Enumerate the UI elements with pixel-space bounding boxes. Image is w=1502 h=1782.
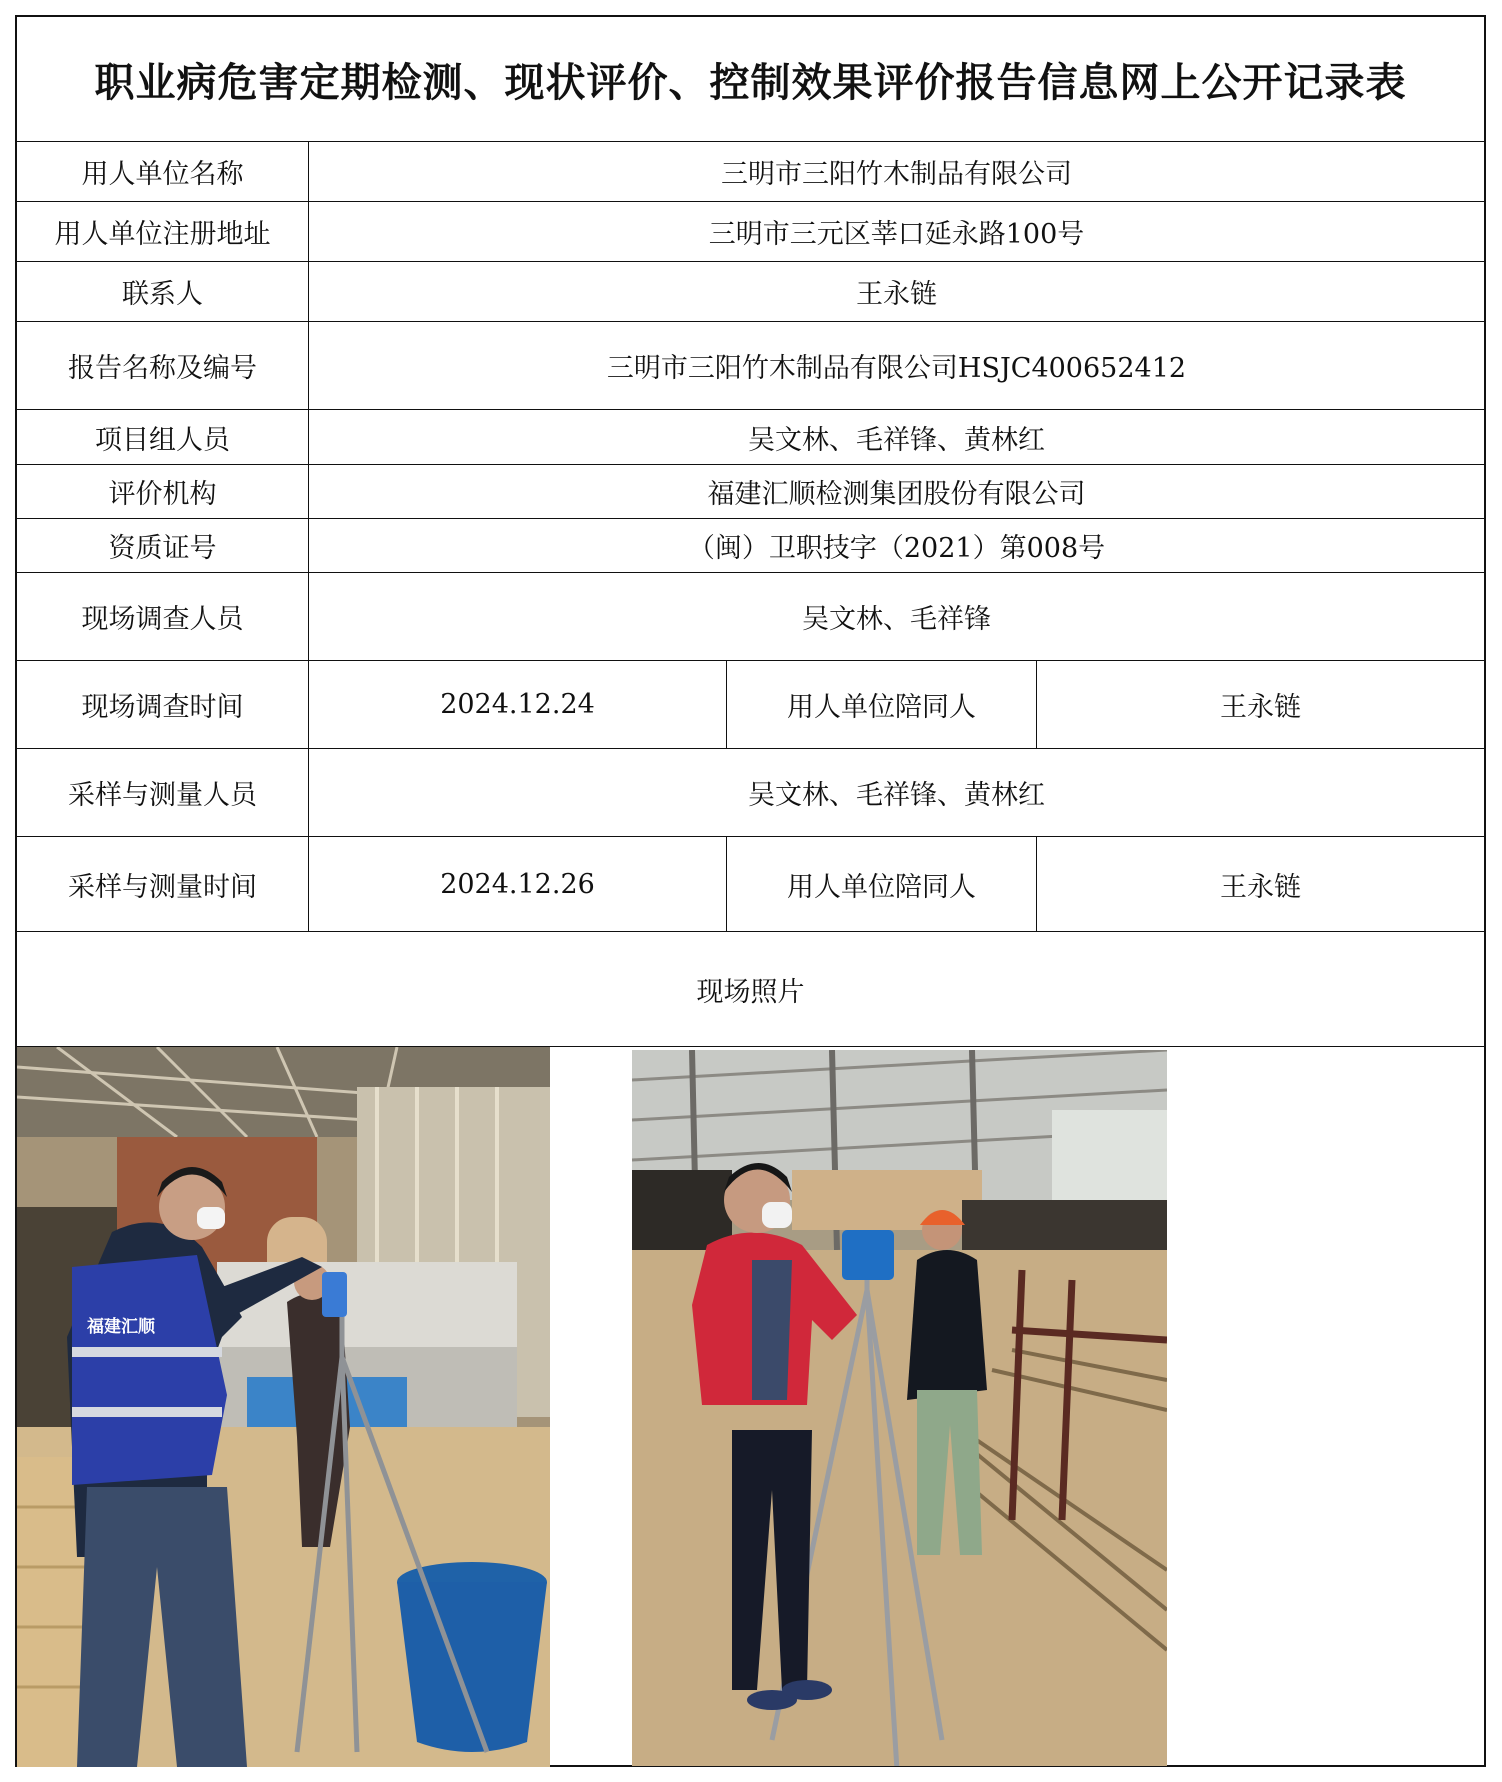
row-survey-time xyxy=(17,661,1484,749)
report-name-label: 报告名称及编号 xyxy=(17,322,309,409)
contact-label: 联系人 xyxy=(17,262,309,321)
site-photo-2-image xyxy=(632,1050,1167,1766)
employer-name-value: 三明市三阳竹木制品有限公司 xyxy=(721,159,1072,190)
row-contact xyxy=(17,262,1484,322)
survey-staff-value: 吴文林、毛祥锋 xyxy=(802,604,991,635)
row-employer-address xyxy=(17,202,1484,262)
survey-staff-label: 现场调查人员 xyxy=(17,573,309,660)
certificate-label: 资质证号 xyxy=(17,519,309,572)
row-survey-staff xyxy=(17,573,1484,661)
employer-address-label: 用人单位注册地址 xyxy=(17,202,309,261)
row-report-name xyxy=(17,322,1484,410)
project-team-label: 项目组人员 xyxy=(17,410,309,464)
photo-area xyxy=(17,1047,1484,1767)
vest-logo-text: 福建汇顺 xyxy=(87,1317,155,1336)
agency-value: 福建汇顺检测集团股份有限公司 xyxy=(707,479,1086,510)
survey-escort-label: 用人单位陪同人 xyxy=(727,661,1037,748)
row-agency xyxy=(17,465,1484,519)
sampling-staff-label: 采样与测量人员 xyxy=(17,749,309,836)
site-photo-2 xyxy=(632,1050,1167,1766)
survey-time-value: 2024.12.24 xyxy=(309,661,727,748)
sampling-escort-label: 用人单位陪同人 xyxy=(727,837,1037,931)
survey-escort-value: 王永链 xyxy=(1220,692,1301,723)
title-row xyxy=(17,17,1484,142)
row-employer-name xyxy=(17,142,1484,202)
site-photo-1 xyxy=(17,1047,550,1767)
employer-name-label: 用人单位名称 xyxy=(17,142,309,201)
sampling-escort-value: 王永链 xyxy=(1220,871,1301,903)
photos-label: 现场照片 xyxy=(696,976,805,1008)
record-table xyxy=(15,15,1486,1767)
sampling-staff-value: 吴文林、毛祥锋、黄林红 xyxy=(748,780,1045,811)
row-certificate xyxy=(17,519,1484,573)
contact-value: 王永链 xyxy=(856,279,937,310)
survey-time-label: 现场调查时间 xyxy=(17,661,309,748)
project-team-value: 吴文林、毛祥锋、黄林红 xyxy=(748,424,1045,456)
employer-address-value: 三明市三元区莘口延永路100号 xyxy=(708,219,1085,250)
row-sampling-staff xyxy=(17,749,1484,837)
row-sampling-time xyxy=(17,837,1484,932)
sampling-time-value: 2024.12.26 xyxy=(309,837,727,931)
sampling-time-label: 采样与测量时间 xyxy=(17,837,309,931)
site-photo-1-image xyxy=(17,1047,550,1767)
report-name-value: 三明市三阳竹木制品有限公司HSJC400652412 xyxy=(606,353,1187,384)
page-title: 职业病危害定期检测、现状评价、控制效果评价报告信息网上公开记录表 xyxy=(94,58,1407,106)
agency-label: 评价机构 xyxy=(17,465,309,518)
row-project-team xyxy=(17,410,1484,465)
certificate-value: （闽）卫职技字（2021）第008号 xyxy=(687,533,1106,564)
row-photos-header xyxy=(17,932,1484,1047)
